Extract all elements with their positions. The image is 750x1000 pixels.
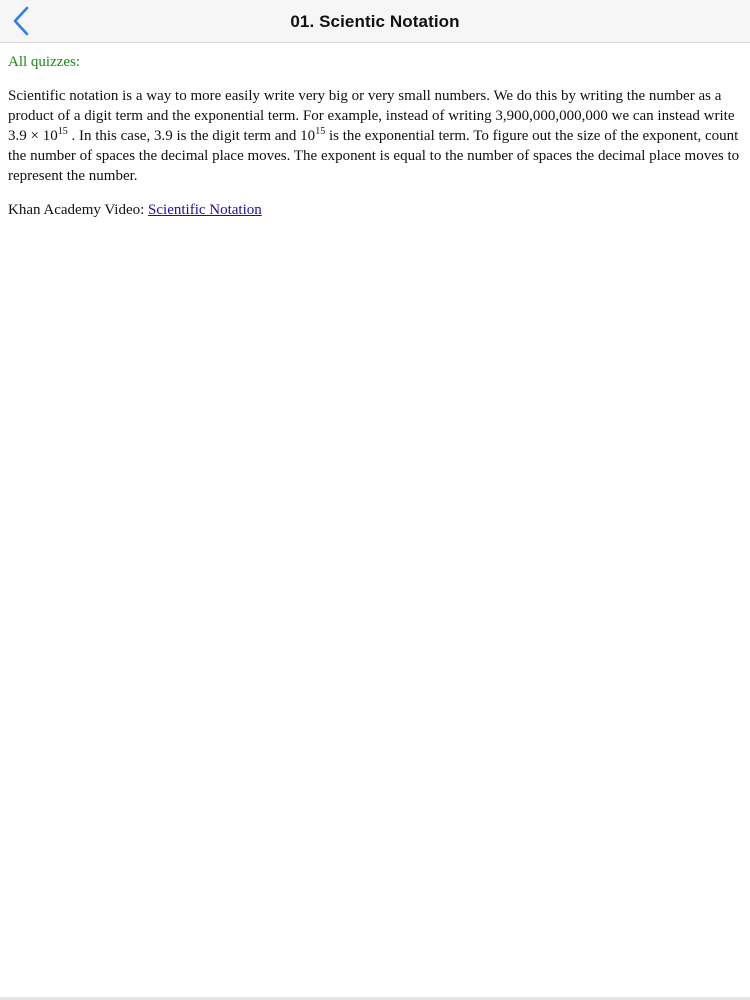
article-content [8,52,744,220]
paragraph-text-1: Scientific notation is a way to more easily write very big or very small numbers. We do this by writing the number as a product of a digit term and the exponential term. For example, instead of writing 3,900,000,000,000 we can instead write 3.9 × 10 [8,88,735,144]
all-quizzes-link[interactable]: All quizzes: [8,54,81,70]
navigation-bar [0,0,750,43]
video-label: Khan Academy Video: [8,202,149,218]
paragraph-text-3: is the exponential term. To figure out the size of the exponent, count the number of spaces the decimal place moves. The exponent is equal to the number of spaces the decimal place moves to represent the number. [8,128,740,184]
video-reference [8,200,744,220]
video-link[interactable]: Scientific Notation [148,202,262,218]
page-title: 01. Scientic Notation [290,12,460,31]
exponent-superscript-2: 15 [315,126,326,137]
paragraph-text-2: . In this case, 3.9 is the digit term and 10 [67,128,316,144]
explanation-paragraph [8,86,744,186]
exponent-superscript-1: 15 [57,126,68,137]
